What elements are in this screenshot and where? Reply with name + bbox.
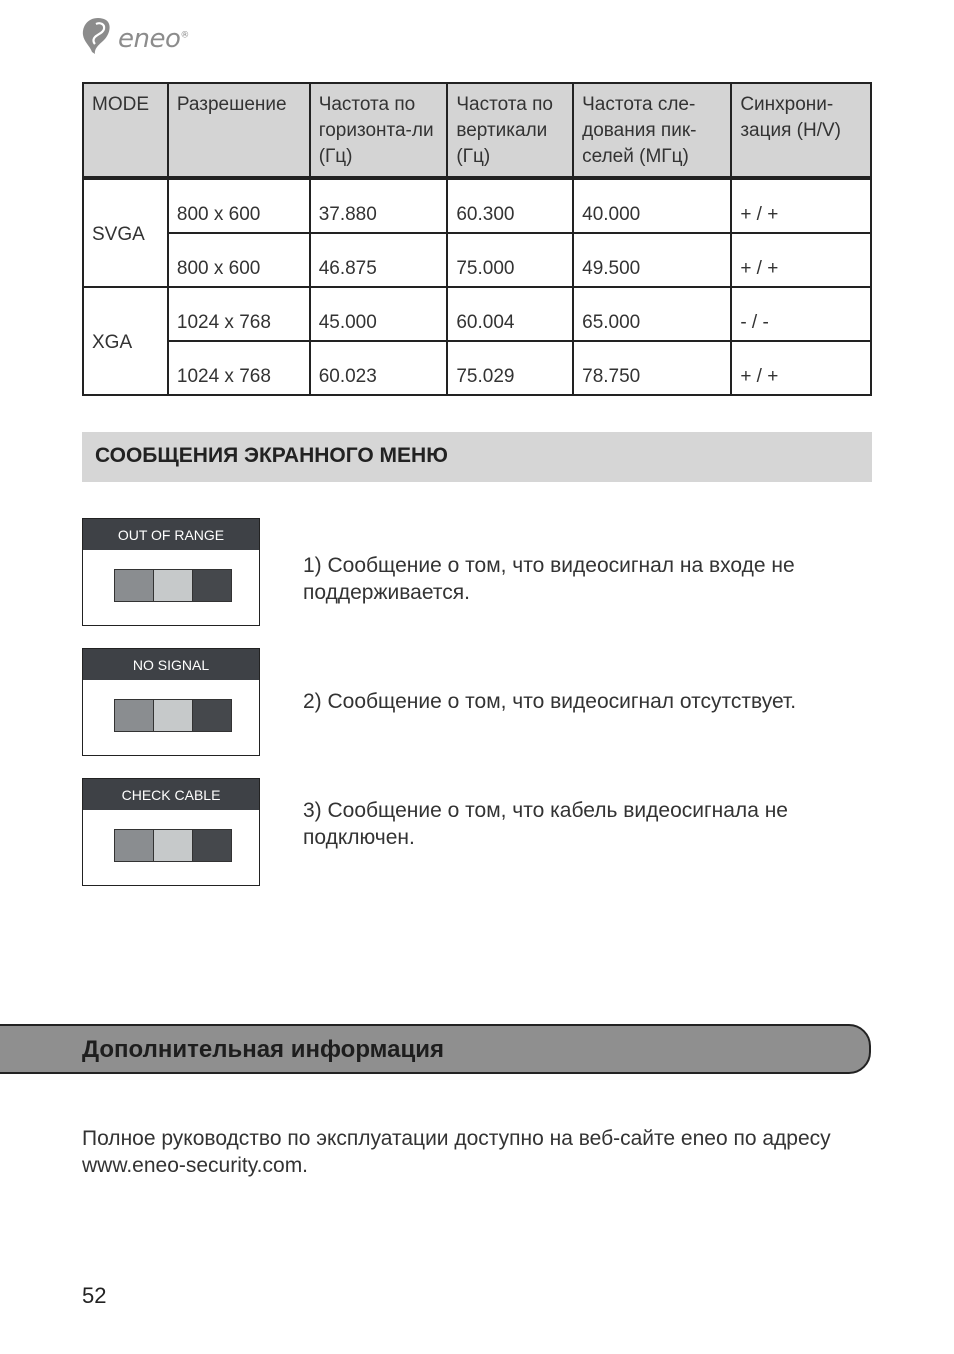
column-header-resolution: Разрешение bbox=[168, 83, 310, 178]
page-number: 52 bbox=[82, 1283, 107, 1308]
logo-text: eneo bbox=[118, 24, 181, 54]
osd-color-bar bbox=[114, 829, 232, 862]
osd-message-label: NO SIGNAL bbox=[83, 649, 259, 680]
resolution-cell: 800 x 600 bbox=[168, 178, 310, 233]
table-row bbox=[83, 287, 871, 341]
table-header-row bbox=[83, 83, 871, 178]
osd-message-description: 1) Сообщение о том, что видеосигнал на входе не поддерживается. bbox=[303, 554, 795, 604]
osd-message-label: CHECK CABLE bbox=[83, 779, 259, 810]
column-header-vertical-frequency: Частота по вертикали (Гц) bbox=[447, 83, 573, 178]
logo-registered-mark: ® bbox=[180, 30, 189, 41]
vertical-frequency-cell: 75.000 bbox=[447, 233, 573, 287]
sync-cell: + / + bbox=[731, 178, 871, 233]
info-section-title: Дополнительная информация bbox=[82, 1036, 444, 1063]
osd-message-out-of-range bbox=[82, 518, 260, 626]
horizontal-frequency-cell: 46.875 bbox=[310, 233, 448, 287]
sync-cell: + / + bbox=[731, 341, 871, 395]
table-row bbox=[83, 233, 871, 287]
horizontal-frequency-cell: 60.023 bbox=[310, 341, 448, 395]
resolution-cell: 1024 x 768 bbox=[168, 287, 310, 341]
osd-message-no-signal bbox=[82, 648, 260, 756]
video-modes-table bbox=[82, 82, 872, 396]
column-header-mode: MODE bbox=[83, 83, 168, 178]
mode-cell: SVGA bbox=[83, 178, 168, 287]
horizontal-frequency-cell: 37.880 bbox=[310, 178, 448, 233]
osd-color-bar bbox=[114, 699, 232, 732]
pixel-frequency-cell: 65.000 bbox=[573, 287, 731, 341]
eneo-logo bbox=[80, 16, 200, 58]
table-row bbox=[83, 178, 871, 233]
vertical-frequency-cell: 75.029 bbox=[447, 341, 573, 395]
mode-cell: XGA bbox=[83, 287, 168, 395]
eneo-logo-icon bbox=[80, 16, 116, 56]
vertical-frequency-cell: 60.004 bbox=[447, 287, 573, 341]
table-row bbox=[83, 341, 871, 395]
osd-message-label: OUT OF RANGE bbox=[83, 519, 259, 550]
osd-message-description: 3) Сообщение о том, что кабель видеосигнала не подключен. bbox=[303, 799, 788, 849]
info-section-text: Полное руководство по эксплуатации доступно на веб-сайте eneo по адресу www.eneo-security.com. bbox=[82, 1127, 831, 1177]
column-header-pixel-frequency: Частота сле-дования пик-селей (МГц) bbox=[573, 83, 731, 178]
osd-message-description: 2) Сообщение о том, что видеосигнал отсутствует. bbox=[303, 690, 797, 713]
sync-cell: - / - bbox=[731, 287, 871, 341]
column-header-horizontal-frequency: Частота по горизонта-ли (Гц) bbox=[310, 83, 448, 178]
resolution-cell: 1024 x 768 bbox=[168, 341, 310, 395]
pixel-frequency-cell: 49.500 bbox=[573, 233, 731, 287]
pixel-frequency-cell: 40.000 bbox=[573, 178, 731, 233]
horizontal-frequency-cell: 45.000 bbox=[310, 287, 448, 341]
info-section-banner bbox=[0, 1024, 871, 1074]
osd-message-check-cable bbox=[82, 778, 260, 886]
resolution-cell: 800 x 600 bbox=[168, 233, 310, 287]
osd-color-bar bbox=[114, 569, 232, 602]
sync-cell: + / + bbox=[731, 233, 871, 287]
pixel-frequency-cell: 78.750 bbox=[573, 341, 731, 395]
osd-section-heading: СООБЩЕНИЯ ЭКРАННОГО МЕНЮ bbox=[82, 432, 872, 482]
column-header-sync: Синхрони-зация (H/V) bbox=[731, 83, 871, 178]
vertical-frequency-cell: 60.300 bbox=[447, 178, 573, 233]
